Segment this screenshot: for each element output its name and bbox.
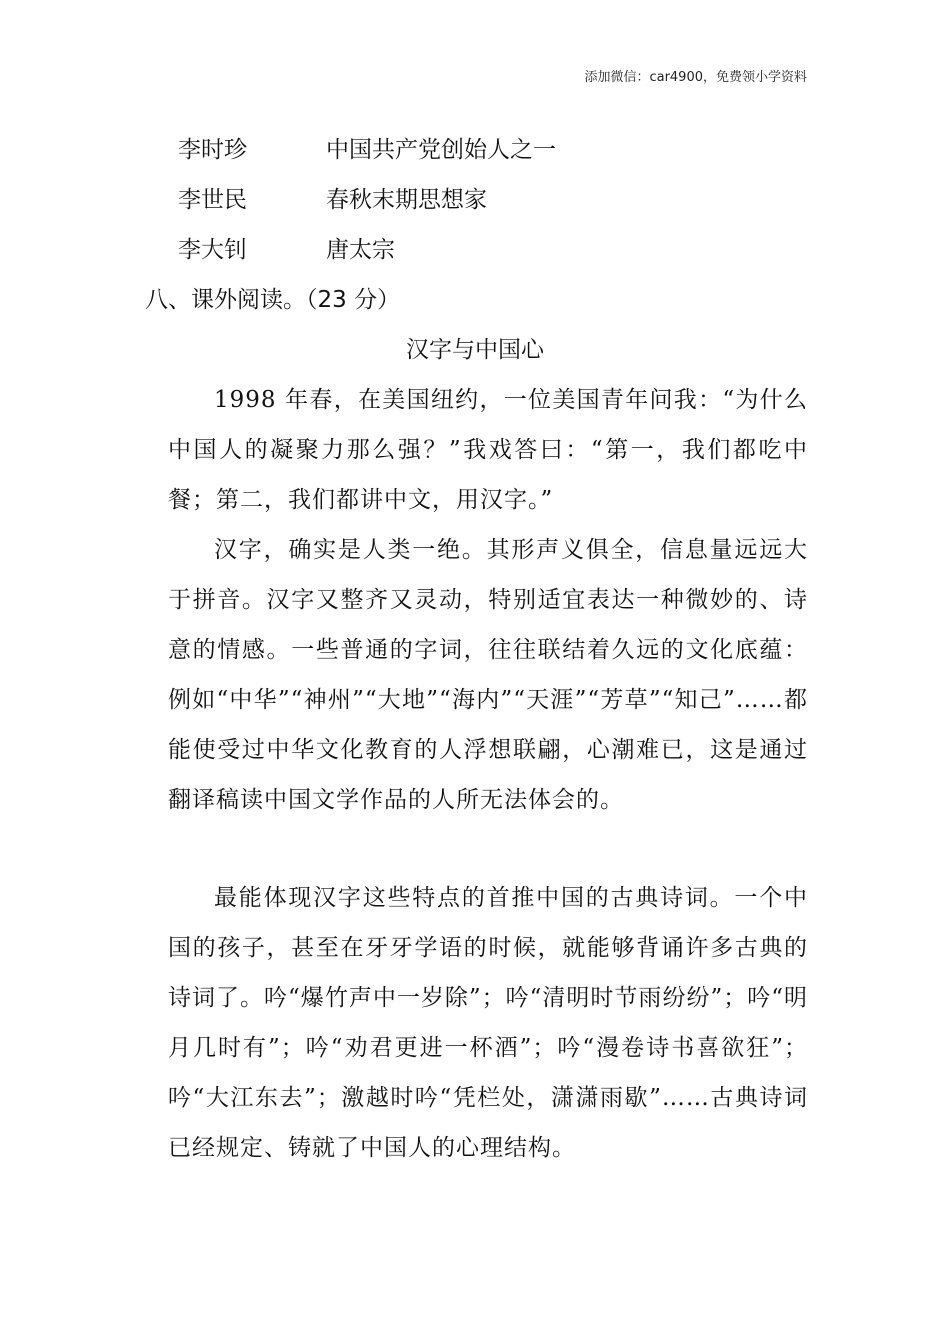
- matching-person: 李大钊: [178, 237, 247, 263]
- matching-description: 春秋末期思想家: [326, 187, 487, 213]
- section-heading: 八、课外阅读。（23 分）: [145, 287, 401, 313]
- matching-row: [178, 230, 395, 270]
- essay-paragraph: 最能体现汉字这些特点的首推中国的古典诗词。一个中国的孩子，甚至在牙牙学语的时候，就能够背诵许多古典的诗词了。吟“爆竹声中一岁除”；吟“清明时节雨纷纷”；吟“明月几时有”；吟“劝君更进一杯酒”；吟“漫卷诗书喜欲狂”；吟“大江东去”；激越时吟“凭栏处，潇潇雨歇”……古典诗词已经规定、铸就了中国人的心理结构。: [168, 885, 808, 1161]
- matching-row: [178, 130, 556, 170]
- essay-title: 汉字与中国心: [406, 337, 544, 363]
- matching-description: 唐太宗: [326, 237, 395, 263]
- matching-person: 李世民: [178, 187, 247, 213]
- watermark-text: 添加微信：car4900，免费领小学资料: [584, 70, 807, 85]
- essay-paragraph: 1998 年春，在美国纽约，一位美国青年问我：“为什么中国人的凝聚力那么强？”我戏答曰：“第一，我们都吃中餐；第二，我们都讲中文，用汉字。”: [168, 387, 808, 513]
- matching-row: [178, 180, 487, 220]
- essay-paragraph: 汉字，确实是人类一绝。其形声义俱全，信息量远远大于拼音。汉字又整齐又灵动，特别适宜表达一种微妙的、诗意的情感。一些普通的字词，往往联结着久远的文化底蕴：例如“中华”“神州”“大地”“海内”“天涯”“芳草”“知己”……都能使受过中华文化教育的人浮想联翩，心潮难已，这是通过翻译稿读中国文学作品的人所无法体会的。: [168, 537, 808, 813]
- matching-description: 中国共产党创始人之一: [326, 137, 556, 163]
- matching-person: 李时珍: [178, 137, 247, 163]
